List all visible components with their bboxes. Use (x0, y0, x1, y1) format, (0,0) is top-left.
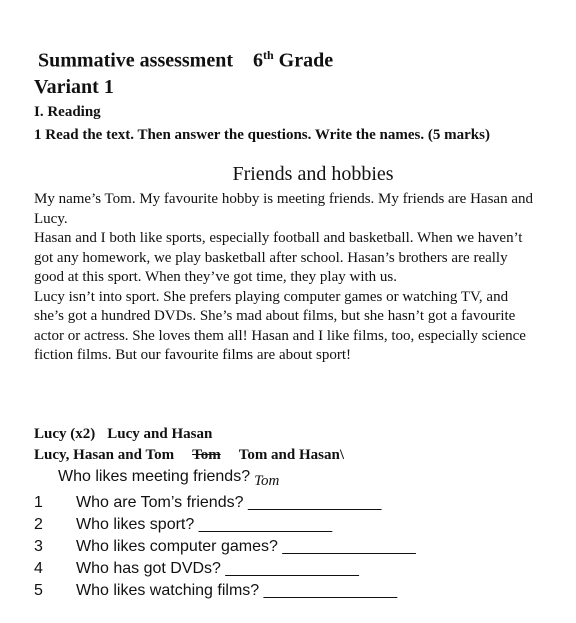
task-instruction: 1 Read the text. Then answer the questions. Write the names. (5 marks) (34, 127, 490, 143)
word-bank-line-2 (34, 447, 344, 464)
question-row (34, 516, 332, 534)
example-answer: Tom (254, 473, 280, 489)
question-text: Who likes sport? (76, 516, 195, 533)
passage-line: got any homework, we play basketball after school. Hasan’s brothers are really (34, 249, 508, 266)
word-bank-line-1 (34, 426, 212, 443)
passage-line: good at this sport. When they’ve got time, they play with us. (34, 269, 398, 285)
word-bank-option: Lucy (x2) (34, 426, 96, 442)
question-row (34, 560, 359, 578)
question-number: 1 (34, 494, 43, 511)
answer-blank[interactable]: _______________ (247, 494, 382, 511)
question-row (34, 494, 381, 512)
variant-heading: Variant 1 (34, 76, 114, 98)
question-text: Who likes computer games? (76, 538, 278, 555)
word-bank-option-used: Tom (192, 447, 221, 463)
page-title (38, 48, 333, 73)
question-row (34, 538, 416, 556)
question-text: Who likes watching films? (76, 582, 260, 599)
assessment-title: Summative assessment (38, 49, 233, 72)
grade-suffix: th (263, 48, 274, 62)
word-bank-option: Lucy, Hasan and Tom (34, 447, 175, 463)
answer-blank[interactable]: _______________ (282, 538, 416, 555)
word-bank-option: Tom and Hasan\ (238, 447, 345, 463)
passage-line: Lucy isn’t into sport. She prefers playing computer games or watching TV, and (34, 288, 509, 305)
question-text: Who has got DVDs? (76, 560, 221, 577)
question-number: 2 (34, 516, 43, 533)
answer-blank[interactable]: _______________ (263, 582, 398, 599)
passage-line: fiction films. But our favourite films are about sport! (34, 347, 352, 363)
answer-blank[interactable]: _______________ (198, 516, 333, 533)
passage-line: My name’s Tom. My favourite hobby is meeting friends. My friends are Hasan and (34, 191, 533, 207)
grade-word: Grade (278, 49, 334, 72)
passage-line: actor or actress. She loves them all! Hasan and I like films, too, especially science (34, 327, 526, 344)
passage-line: Hasan and I both like sports, especially football and basketball. When we haven’t (34, 230, 523, 246)
passage-line: Lucy. (34, 210, 68, 227)
passage-line: she’s got a hundred DVDs. She’s mad about films, but she hasn’t got a favourite (34, 308, 516, 324)
question-number: 5 (34, 582, 43, 599)
section-heading: I. Reading (34, 104, 101, 120)
example-question-text: Who likes meeting friends? (58, 468, 251, 485)
question-number: 3 (34, 538, 43, 555)
passage-title: Friends and hobbies (232, 163, 394, 185)
question-text: Who are Tom’s friends? (76, 494, 244, 511)
grade-number: 6 (253, 49, 263, 72)
reading-passage (34, 190, 576, 366)
example-question (58, 468, 280, 489)
question-row (34, 582, 397, 600)
answer-blank[interactable]: _______________ (225, 560, 359, 577)
word-bank-option: Lucy and Hasan (107, 426, 213, 442)
question-number: 4 (34, 560, 43, 577)
